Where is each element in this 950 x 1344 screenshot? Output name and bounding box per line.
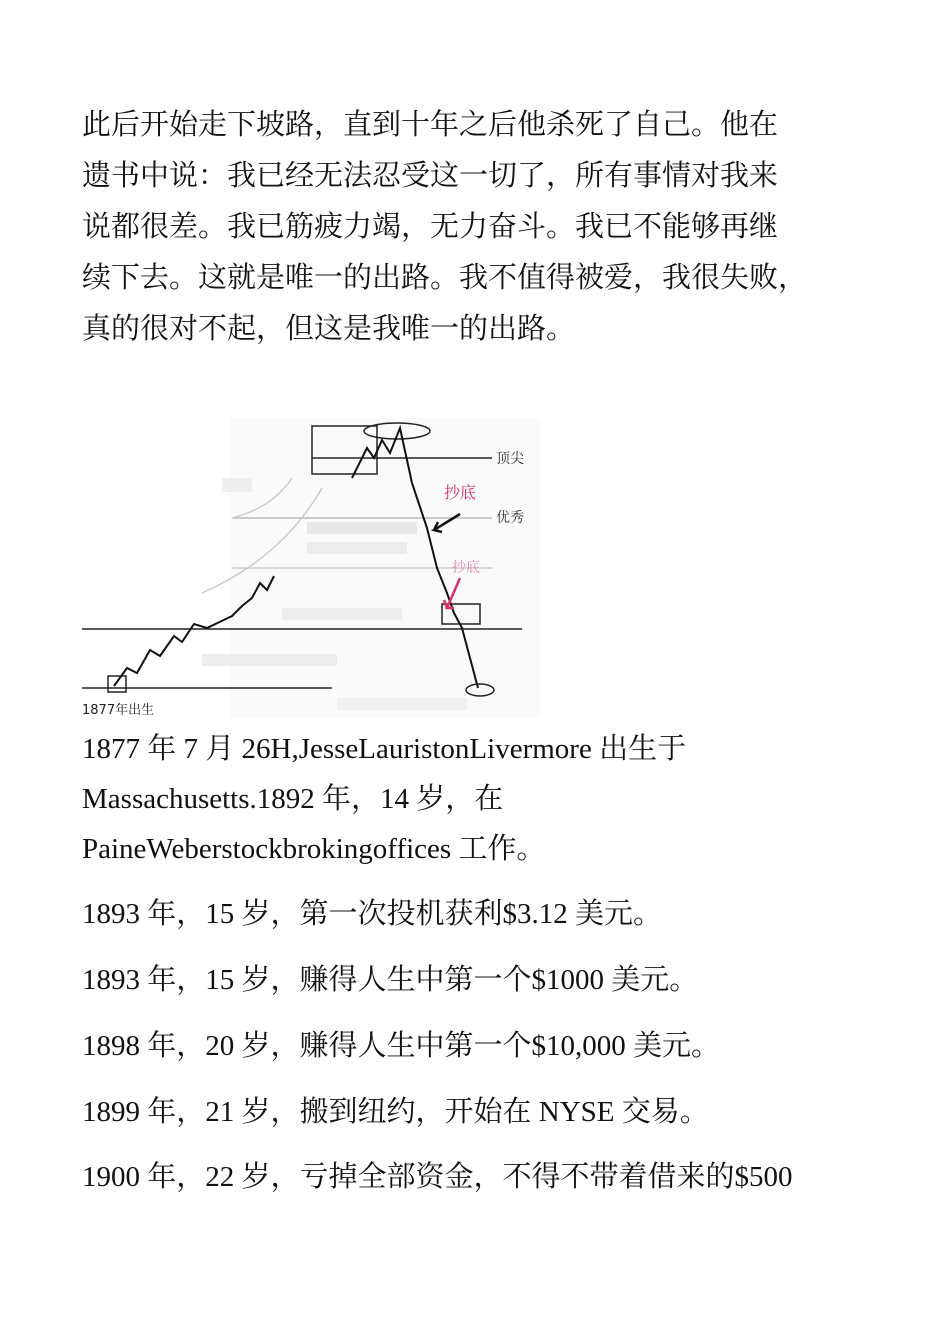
livermore-career-chart-image (82, 418, 542, 718)
label-buy-bottom-2: 抄底 (452, 560, 480, 576)
label-top: 顶尖 (496, 451, 524, 467)
career-chart-drawing (82, 418, 542, 718)
timeline-item: 1898 年，20 岁，赚得人生中第一个$10,000 美元。 (82, 1030, 721, 1062)
timeline-item: 1899 年，21 岁，搬到纽约，开始在 NYSE 交易。 (82, 1096, 709, 1128)
label-birth: 1877年出生 (82, 703, 155, 718)
timeline-item: 1893 年，15 岁，第一次投机获利$3.12 美元。 (82, 898, 663, 930)
timeline-item: 1893 年，15 岁，赚得人生中第一个$1000 美元。 (82, 964, 699, 996)
timeline-item: 1900 年，22 岁，亏掉全部资金，不得不带着借来的$500 (82, 1161, 793, 1193)
label-buy-bottom-1: 抄底 (444, 483, 477, 502)
label-excellent: 优秀 (496, 510, 524, 526)
paragraph-livermore-decline: 此后开始走下坡路，直到十年之后他杀死了自己。他在 遗书中说：我已经无法忍受这一切了，所有事情对我来 说都很差。我已筋疲力竭，无力奋斗。我已不能够再继 续下去。这就是唯一的出路。我不值得被爱，我很失败， 真的很对不起，但这是我唯一的出路。 (82, 109, 808, 345)
paragraph-livermore-birth: 1877 年 7 月 26H,JesseLauristonLivermore 出生于 Massachusetts.1892 年，14 岁，在 PaineWeberstockbrokingoffices 工作。 (82, 733, 687, 865)
